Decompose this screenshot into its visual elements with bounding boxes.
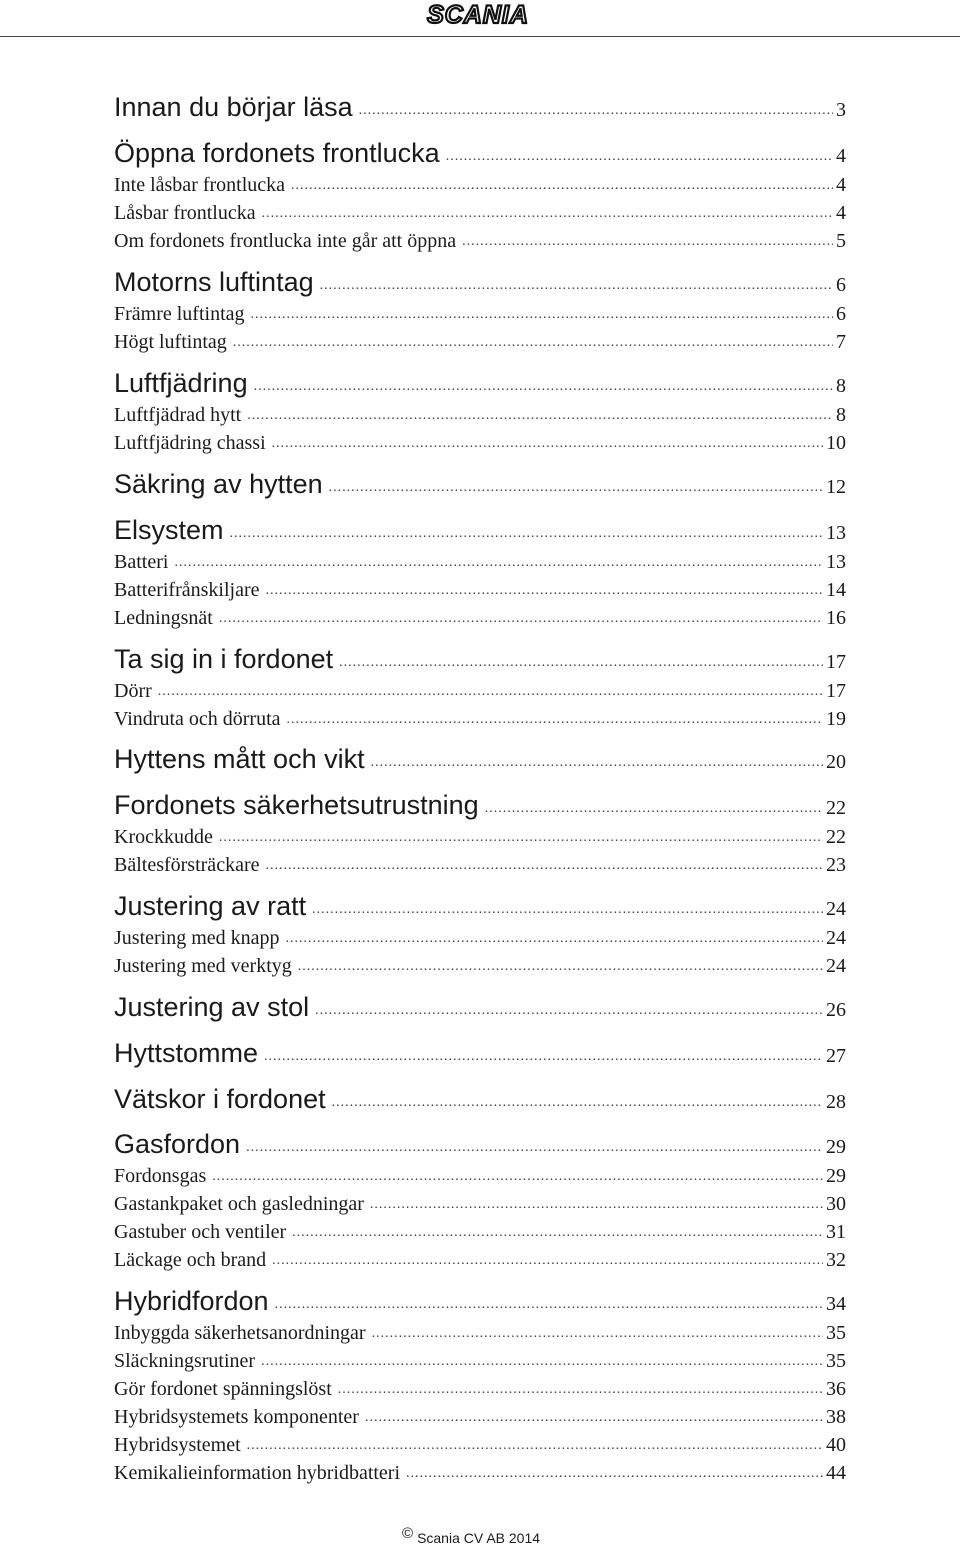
toc-entry-title: Gör fordonet spänningslöst bbox=[114, 1378, 332, 1400]
toc-section-entry[interactable] bbox=[114, 605, 846, 631]
toc-entry-title: Batteri bbox=[114, 551, 169, 573]
toc-page-number: 20 bbox=[826, 751, 846, 773]
toc-page-number: 22 bbox=[826, 797, 846, 819]
toc-section-entry[interactable] bbox=[114, 172, 846, 198]
dot-leader bbox=[365, 1405, 823, 1431]
dot-leader bbox=[446, 140, 833, 174]
toc-entry-title: Ledningsnät bbox=[114, 607, 213, 629]
toc-page-number: 22 bbox=[826, 826, 846, 848]
toc-chapter-entry[interactable] bbox=[114, 366, 846, 400]
toc-entry-title: Justering av stol bbox=[114, 992, 310, 1022]
toc-section-entry[interactable] bbox=[114, 301, 846, 327]
toc-page-number: 32 bbox=[826, 1249, 846, 1271]
toc-entry-title: Dörr bbox=[114, 680, 152, 702]
dot-leader bbox=[406, 1461, 823, 1487]
toc-section-entry[interactable] bbox=[114, 1460, 846, 1486]
scania-logo bbox=[405, 2, 551, 26]
footer-copyright-text: Scania CV AB 2014 bbox=[417, 1530, 541, 1546]
dot-leader bbox=[371, 746, 823, 780]
toc-page-number: 31 bbox=[826, 1221, 846, 1243]
toc-entry-title: Hyttens mått och vikt bbox=[114, 744, 365, 774]
toc-page-number: 27 bbox=[826, 1045, 846, 1067]
toc-page-number: 12 bbox=[826, 476, 846, 498]
toc-entry-title: Främre luftintag bbox=[114, 303, 245, 325]
dot-leader bbox=[261, 1349, 823, 1375]
toc-entry-title: Luftfjädring chassi bbox=[114, 432, 266, 454]
brand-wordmark: SCANIA bbox=[427, 2, 529, 26]
toc-section-entry[interactable] bbox=[114, 953, 846, 979]
toc-page-number: 7 bbox=[836, 331, 846, 353]
toc-entry-title: Inbyggda säkerhetsanordningar bbox=[114, 1322, 366, 1344]
toc-entry-title: Luftfjädring bbox=[114, 368, 248, 398]
toc-section-entry[interactable] bbox=[114, 678, 846, 704]
toc-section-entry[interactable] bbox=[114, 1376, 846, 1402]
toc-page-number: 10 bbox=[826, 432, 846, 454]
dot-leader bbox=[247, 403, 833, 429]
dot-leader bbox=[174, 550, 823, 576]
toc-entry-title: Justering med knapp bbox=[114, 927, 280, 949]
toc-section-entry[interactable] bbox=[114, 1191, 846, 1217]
copyright-icon: © bbox=[402, 1525, 414, 1542]
toc-chapter-entry[interactable] bbox=[114, 1284, 846, 1318]
toc-section-entry[interactable] bbox=[114, 577, 846, 603]
toc-section-entry[interactable] bbox=[114, 1320, 846, 1346]
toc-page-number: 4 bbox=[836, 174, 846, 196]
dot-leader bbox=[230, 517, 823, 551]
toc-entry-title: Bältesförsträckare bbox=[114, 854, 260, 876]
toc-section-entry[interactable] bbox=[114, 1404, 846, 1430]
toc-page-number: 24 bbox=[826, 955, 846, 977]
toc-page-number: 35 bbox=[826, 1322, 846, 1344]
toc-entry-title: Fordonets säkerhetsutrustning bbox=[114, 790, 479, 820]
toc-entry-title: Justering av ratt bbox=[114, 891, 307, 921]
toc-entry-title: Elsystem bbox=[114, 515, 224, 545]
dot-leader bbox=[275, 1288, 823, 1322]
dot-leader bbox=[219, 606, 823, 632]
dot-leader bbox=[462, 229, 833, 255]
dot-leader bbox=[246, 1131, 823, 1165]
toc-page-number: 13 bbox=[826, 551, 846, 573]
toc-section-entry[interactable] bbox=[114, 430, 846, 456]
toc-chapter-entry[interactable] bbox=[114, 1127, 846, 1161]
toc-entry-title: Kemikalieinformation hybridbatteri bbox=[114, 1462, 401, 1484]
toc-entry-title: Gastankpaket och gasledningar bbox=[114, 1193, 364, 1215]
toc-section-entry[interactable] bbox=[114, 1247, 846, 1273]
toc-page-number: 28 bbox=[826, 1091, 846, 1113]
dot-leader bbox=[485, 792, 823, 826]
toc-section-entry[interactable] bbox=[114, 1432, 846, 1458]
toc-entry-title: Gasfordon bbox=[114, 1129, 241, 1159]
dot-leader bbox=[233, 330, 833, 356]
toc-page-number: 4 bbox=[836, 145, 846, 167]
toc-entry-title: Om fordonets frontlucka inte går att öppna bbox=[114, 230, 457, 252]
toc-page-number: 4 bbox=[836, 202, 846, 224]
toc-chapter-entry[interactable] bbox=[114, 889, 846, 923]
toc-section-entry[interactable] bbox=[114, 852, 846, 878]
dot-leader bbox=[287, 707, 823, 733]
dot-leader bbox=[251, 302, 833, 328]
toc-page-number: 17 bbox=[826, 680, 846, 702]
dot-leader bbox=[332, 1086, 823, 1120]
toc-page-number: 26 bbox=[826, 999, 846, 1021]
toc-chapter-entry[interactable] bbox=[114, 1036, 846, 1070]
dot-leader bbox=[266, 578, 824, 604]
toc-page-number: 38 bbox=[826, 1406, 846, 1428]
toc-page-number: 5 bbox=[836, 230, 846, 252]
toc-entry-title: Hybridsystemet bbox=[114, 1434, 241, 1456]
toc-chapter-entry[interactable] bbox=[114, 265, 846, 299]
dot-leader bbox=[315, 994, 823, 1028]
toc-entry-title: Ta sig in i fordonet bbox=[114, 644, 334, 674]
toc-page-number: 24 bbox=[826, 898, 846, 920]
dot-leader bbox=[262, 201, 833, 227]
dot-leader bbox=[265, 853, 823, 879]
toc-entry-title: Motorns luftintag bbox=[114, 267, 314, 297]
toc-section-entry[interactable] bbox=[114, 228, 846, 254]
toc-section-entry[interactable] bbox=[114, 706, 846, 732]
toc-entry-title: Hybridfordon bbox=[114, 1286, 269, 1316]
toc-page-number: 34 bbox=[826, 1293, 846, 1315]
dot-leader bbox=[272, 1248, 823, 1274]
dot-leader bbox=[359, 94, 833, 128]
dot-leader bbox=[370, 1192, 823, 1218]
dot-leader bbox=[372, 1321, 823, 1347]
toc-page-number: 6 bbox=[836, 303, 846, 325]
toc-page-number: 24 bbox=[826, 927, 846, 949]
toc-entry-title: Låsbar frontlucka bbox=[114, 202, 256, 224]
toc-entry-title: Vindruta och dörruta bbox=[114, 708, 281, 730]
toc-entry-title: Justering med verktyg bbox=[114, 955, 292, 977]
dot-leader bbox=[254, 370, 833, 404]
toc-page-number: 3 bbox=[836, 99, 846, 121]
toc-entry-title: Fordonsgas bbox=[114, 1165, 207, 1187]
toc-page-number: 14 bbox=[826, 579, 846, 601]
toc-page-number: 8 bbox=[836, 404, 846, 426]
toc-entry-title: Släckningsrutiner bbox=[114, 1350, 256, 1372]
dot-leader bbox=[247, 1433, 823, 1459]
toc-entry-title: Krockkudde bbox=[114, 826, 213, 848]
toc-page-number: 8 bbox=[836, 375, 846, 397]
toc-section-entry[interactable] bbox=[114, 329, 846, 355]
toc-section-entry[interactable] bbox=[114, 549, 846, 575]
toc-section-entry[interactable] bbox=[114, 1348, 846, 1374]
toc-entry-title: Batterifrånskiljare bbox=[114, 579, 260, 601]
dot-leader bbox=[329, 471, 823, 505]
dot-leader bbox=[286, 926, 823, 952]
toc-entry-title: Vätskor i fordonet bbox=[114, 1084, 326, 1114]
toc-entry-title: Säkring av hytten bbox=[114, 469, 323, 499]
page-header bbox=[0, 0, 960, 40]
toc-page-number: 6 bbox=[836, 274, 846, 296]
toc-page-number: 30 bbox=[826, 1193, 846, 1215]
toc-chapter-entry[interactable] bbox=[114, 1082, 846, 1116]
page-footer bbox=[402, 1525, 541, 1550]
toc-chapter-entry[interactable] bbox=[114, 467, 846, 501]
toc-chapter-entry[interactable] bbox=[114, 513, 846, 547]
toc-page-number: 19 bbox=[826, 708, 846, 730]
toc-entry-title: Hyttstomme bbox=[114, 1038, 259, 1068]
toc-entry-title: Hybridsystemets komponenter bbox=[114, 1406, 359, 1428]
dot-leader bbox=[219, 825, 823, 851]
toc-page-number: 44 bbox=[826, 1462, 846, 1484]
toc-entry-title: Luftfjädrad hytt bbox=[114, 404, 242, 426]
dot-leader bbox=[272, 431, 823, 457]
toc-page-number: 29 bbox=[826, 1165, 846, 1187]
toc-entry-title: Innan du börjar läsa bbox=[114, 92, 353, 122]
dot-leader bbox=[264, 1040, 823, 1074]
toc-section-entry[interactable] bbox=[114, 200, 846, 226]
dot-leader bbox=[212, 1164, 823, 1190]
toc-entry-title: Högt luftintag bbox=[114, 331, 227, 353]
dot-leader bbox=[312, 893, 823, 927]
toc-chapter-entry[interactable] bbox=[114, 788, 846, 822]
dot-leader bbox=[339, 646, 823, 680]
toc-entry-title: Gastuber och ventiler bbox=[114, 1221, 287, 1243]
toc-page-number: 36 bbox=[826, 1378, 846, 1400]
toc-section-entry[interactable] bbox=[114, 824, 846, 850]
toc-section-entry[interactable] bbox=[114, 1163, 846, 1189]
toc-page-number: 16 bbox=[826, 607, 846, 629]
toc-section-entry[interactable] bbox=[114, 925, 846, 951]
toc-entry-title: Inte låsbar frontlucka bbox=[114, 174, 286, 196]
toc-chapter-entry[interactable] bbox=[114, 990, 846, 1024]
toc-page-number: 40 bbox=[826, 1434, 846, 1456]
toc-page-number: 23 bbox=[826, 854, 846, 876]
dot-leader bbox=[298, 954, 823, 980]
toc-chapter-entry[interactable] bbox=[114, 642, 846, 676]
dot-leader bbox=[158, 679, 823, 705]
toc-entry-title: Läckage och brand bbox=[114, 1249, 267, 1271]
toc-chapter-entry[interactable] bbox=[114, 136, 846, 170]
toc-section-entry[interactable] bbox=[114, 402, 846, 428]
dot-leader bbox=[291, 173, 833, 199]
toc-section-entry[interactable] bbox=[114, 1219, 846, 1245]
dot-leader bbox=[338, 1377, 823, 1403]
toc-page-number: 35 bbox=[826, 1350, 846, 1372]
header-divider bbox=[0, 36, 960, 37]
dot-leader bbox=[320, 269, 833, 303]
dot-leader bbox=[292, 1220, 823, 1246]
toc-chapter-entry[interactable] bbox=[114, 742, 846, 776]
toc-page-number: 29 bbox=[826, 1136, 846, 1158]
toc-page-number: 13 bbox=[826, 522, 846, 544]
toc-chapter-entry[interactable] bbox=[114, 90, 846, 124]
toc-entry-title: Öppna fordonets frontlucka bbox=[114, 138, 440, 168]
toc-page-number: 17 bbox=[826, 651, 846, 673]
